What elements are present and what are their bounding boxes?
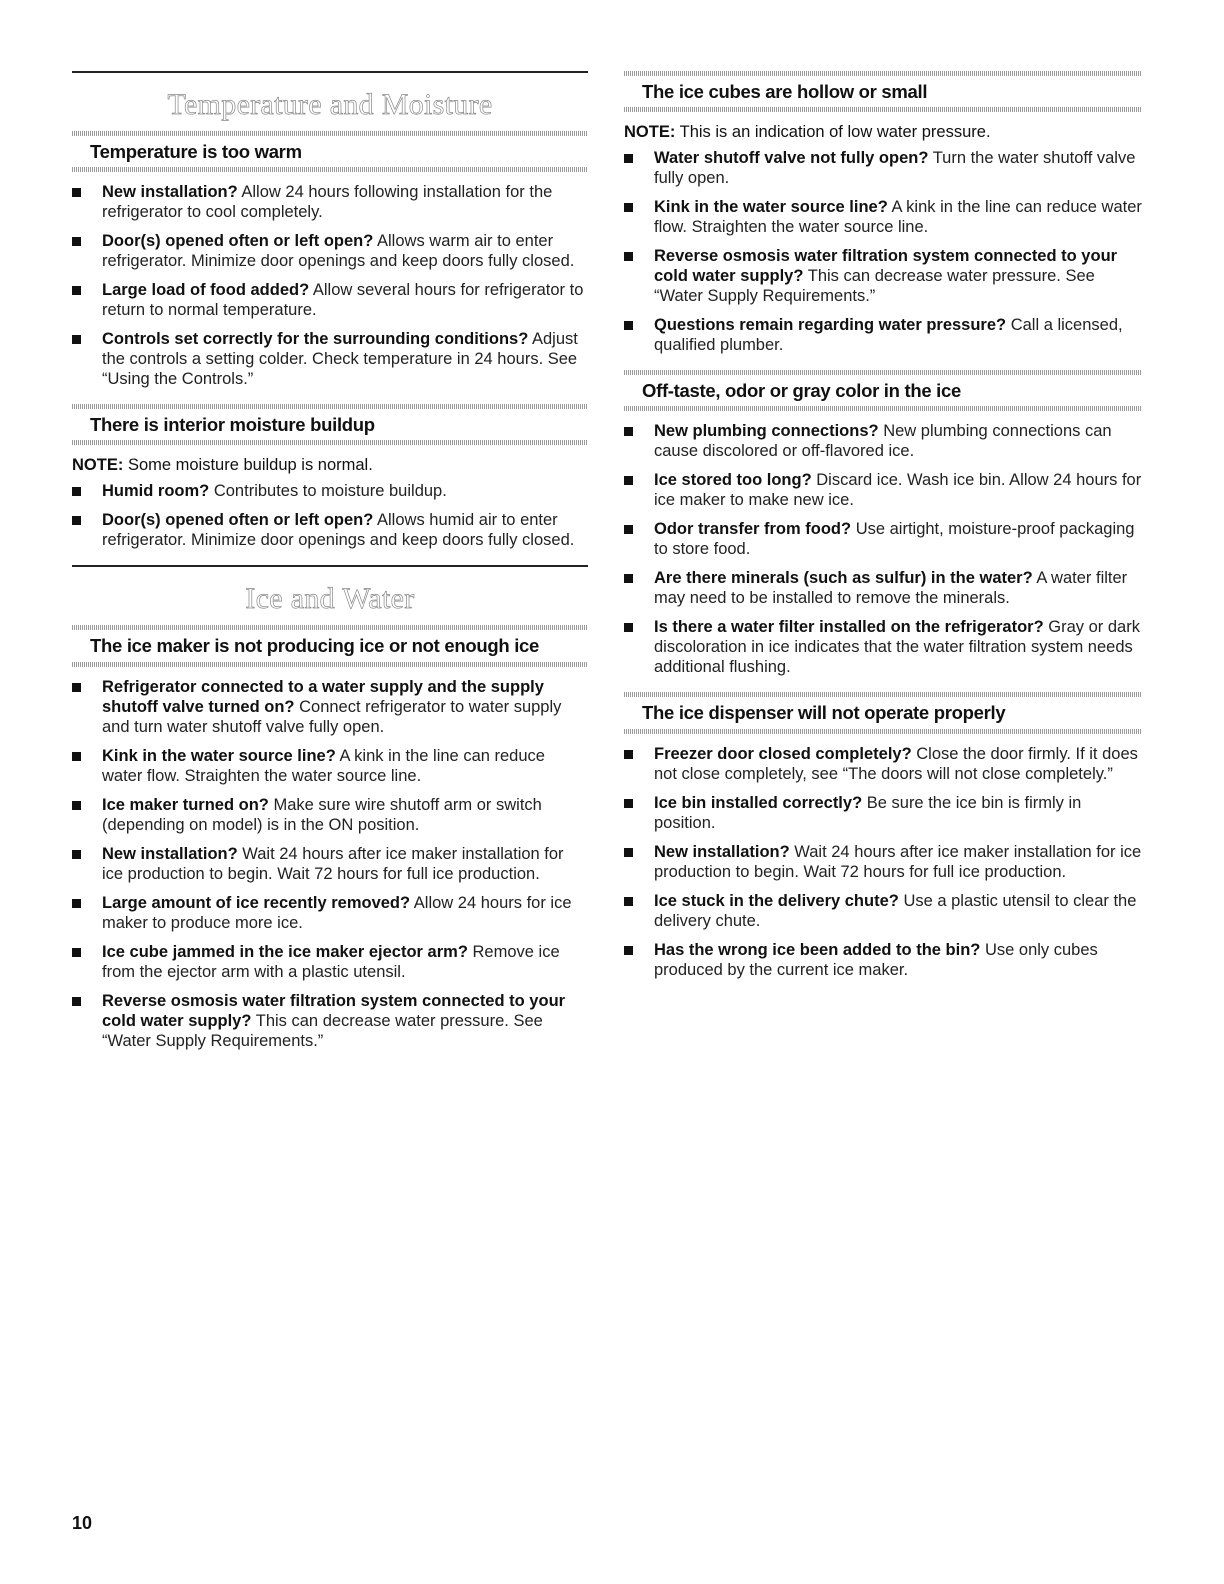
item-answer: Adjust the controls a setting colder. Check temperature in 24 hours. See “Using the Controls.”: [102, 330, 578, 389]
square-bullet-icon: [624, 252, 633, 261]
square-bullet-icon: [624, 203, 633, 212]
troubleshooting-topic: [72, 131, 588, 404]
troubleshooting-topic: [624, 71, 1142, 370]
item-question: Reverse osmosis water filtration system connected to your cold water supply?: [102, 991, 566, 1030]
list-item: [624, 940, 1142, 980]
square-bullet-icon: [72, 997, 81, 1006]
item-answer: Call a licensed, qualified plumber.: [654, 316, 1123, 355]
section-title: Ice and Water: [245, 582, 415, 616]
item-answer: A kink in the line can reduce water flow. Straighten the water source line.: [654, 198, 1142, 237]
item-question: Reverse osmosis water filtration system connected to your cold water supply?: [654, 247, 1118, 286]
troubleshooting-topic: [72, 625, 588, 1065]
right-column: [624, 71, 1142, 995]
item-question: Water shutoff valve not fully open?: [654, 149, 929, 168]
troubleshooting-topic: [72, 404, 588, 565]
bullet-list: [72, 677, 588, 1051]
list-item: [624, 421, 1142, 461]
topic-body: [72, 172, 588, 404]
item-question: Controls set correctly for the surrounding conditions?: [102, 330, 529, 349]
item-question: Questions remain regarding water pressure?: [654, 316, 1007, 335]
item-question: Has the wrong ice been added to the bin?: [654, 940, 981, 959]
list-item: [72, 280, 588, 320]
item-question: Kink in the water source line?: [102, 746, 336, 765]
section-title: Temperature and Moisture: [167, 88, 493, 121]
bullet-list: [624, 421, 1142, 677]
item-question: Door(s) opened often or left open?: [102, 511, 374, 530]
item-question: Refrigerator connected to a water supply and the supply shutoff valve turned on?: [102, 677, 544, 716]
item-question: New installation?: [102, 183, 238, 202]
item-question: Is there a water filter installed on the refrigerator?: [654, 618, 1044, 637]
item-answer: This can decrease water pressure. See “Water Supply Requirements.”: [102, 1011, 543, 1050]
square-bullet-icon: [72, 850, 81, 859]
item-answer: Use airtight, moisture-proof packaging to store food.: [654, 520, 1135, 559]
item-question: Ice cube jammed in the ice maker ejector arm?: [102, 942, 468, 961]
item-question: Large load of food added?: [102, 281, 310, 300]
item-answer: Allow 24 hours for ice maker to produce more ice.: [102, 893, 572, 932]
square-bullet-icon: [72, 899, 81, 908]
topic-body: [624, 112, 1142, 370]
topic-body: [624, 734, 1142, 995]
troubleshooting-topic: [624, 692, 1142, 994]
list-item: [72, 844, 588, 884]
topic-heading: The ice dispenser will not operate properly: [642, 702, 1006, 724]
page-number: 10: [72, 1513, 93, 1533]
topic-body: [624, 411, 1142, 692]
note-text: Some moisture buildup is normal.: [127, 456, 373, 475]
list-item: [72, 481, 588, 501]
topic-body: [72, 667, 588, 1066]
item-answer: Be sure the ice bin is firmly in position.: [654, 793, 1082, 832]
list-item: [624, 148, 1142, 188]
list-item: [72, 942, 588, 982]
square-bullet-icon: [624, 946, 633, 955]
item-question: Ice bin installed correctly?: [654, 793, 863, 812]
list-item: [72, 182, 588, 222]
note: [624, 122, 1142, 142]
square-bullet-icon: [624, 321, 633, 330]
note-text: This is an indication of low water pressure.: [679, 123, 991, 142]
item-answer: Allows warm air to enter refrigerator. Minimize door openings and keep doors fully closed.: [102, 232, 575, 271]
list-item: [624, 568, 1142, 608]
topic-heading: There is interior moisture buildup: [90, 414, 375, 436]
square-bullet-icon: [624, 574, 633, 583]
item-answer: Allow 24 hours following installation for the refrigerator to cool completely.: [102, 183, 553, 222]
square-bullet-icon: [624, 848, 633, 857]
square-bullet-icon: [624, 897, 633, 906]
item-answer: Wait 24 hours after ice maker installation for ice production to begin. Wait 72 hours for full ice production.: [654, 842, 1142, 881]
section: [72, 565, 588, 1065]
topic-heading: Temperature is too warm: [90, 141, 302, 162]
note: [72, 455, 588, 475]
square-bullet-icon: [624, 427, 633, 436]
item-answer: Gray or dark discoloration in ice indicates that the water filtration system needs additional flushing.: [654, 618, 1140, 677]
item-answer: Allow several hours for refrigerator to return to normal temperature.: [102, 281, 584, 320]
item-question: Door(s) opened often or left open?: [102, 232, 374, 251]
bullet-list: [624, 744, 1142, 980]
square-bullet-icon: [72, 752, 81, 761]
square-bullet-icon: [72, 237, 81, 246]
note-label: NOTE:: [72, 456, 124, 475]
bullet-list: [72, 481, 588, 550]
item-answer: A kink in the line can reduce water flow. Straighten the water source line.: [102, 746, 545, 785]
square-bullet-icon: [72, 487, 81, 496]
square-bullet-icon: [624, 799, 633, 808]
item-question: New installation?: [102, 844, 238, 863]
item-answer: Contributes to moisture buildup.: [213, 482, 447, 501]
list-item: [624, 793, 1142, 833]
list-item: [72, 510, 588, 550]
square-bullet-icon: [624, 154, 633, 163]
item-answer: Close the door firmly. If it does not close completely, see “The doors will not close completely.”: [654, 744, 1138, 783]
topic-heading: The ice maker is not producing ice or not enough ice: [90, 635, 540, 657]
list-item: [624, 197, 1142, 237]
list-item: [624, 315, 1142, 355]
bullet-list: [72, 182, 588, 389]
square-bullet-icon: [72, 683, 81, 692]
list-item: [72, 746, 588, 786]
bullet-list: [624, 148, 1142, 355]
item-question: New installation?: [654, 842, 790, 861]
item-answer: Turn the water shutoff valve fully open.: [654, 149, 1136, 188]
square-bullet-icon: [624, 476, 633, 485]
square-bullet-icon: [624, 525, 633, 534]
square-bullet-icon: [72, 948, 81, 957]
list-item: [72, 893, 588, 933]
topic-heading: Off-taste, odor or gray color in the ice: [642, 380, 961, 402]
item-answer: Make sure wire shutoff arm or switch (depending on model) is in the ON position.: [102, 795, 542, 834]
item-question: Kink in the water source line?: [654, 198, 888, 217]
item-question: Ice stored too long?: [654, 471, 812, 490]
list-item: [624, 617, 1142, 677]
item-answer: Remove ice from the ejector arm with a plastic utensil.: [102, 942, 560, 981]
item-question: Humid room?: [102, 482, 210, 501]
list-item: [624, 519, 1142, 559]
item-question: New plumbing connections?: [654, 422, 879, 441]
square-bullet-icon: [72, 286, 81, 295]
square-bullet-icon: [72, 801, 81, 810]
note-label: NOTE:: [624, 123, 676, 142]
list-item: [72, 329, 588, 389]
square-bullet-icon: [72, 516, 81, 525]
item-answer: New plumbing connections can cause discolored or off-flavored ice.: [654, 422, 1112, 461]
item-answer: Connect refrigerator to water supply and turn water shutoff valve fully open.: [102, 697, 562, 736]
list-item: [624, 842, 1142, 882]
square-bullet-icon: [624, 623, 633, 632]
list-item: [624, 891, 1142, 931]
section: [72, 71, 588, 565]
item-answer: Use only cubes produced by the current ice maker.: [654, 940, 1098, 979]
item-question: Ice maker turned on?: [102, 795, 269, 814]
list-item: [72, 231, 588, 271]
list-item: [72, 677, 588, 737]
item-answer: A water filter may need to be installed to remove the minerals.: [654, 569, 1128, 608]
list-item: [624, 744, 1142, 784]
list-item: [624, 246, 1142, 306]
topic-heading: The ice cubes are hollow or small: [642, 81, 928, 102]
item-question: Freezer door closed completely?: [654, 744, 912, 763]
item-answer: This can decrease water pressure. See “Water Supply Requirements.”: [654, 267, 1095, 306]
list-item: [72, 795, 588, 835]
square-bullet-icon: [72, 188, 81, 197]
item-question: Large amount of ice recently removed?: [102, 893, 411, 912]
left-column: [72, 71, 588, 1066]
square-bullet-icon: [624, 750, 633, 759]
list-item: [624, 470, 1142, 510]
list-item: [72, 991, 588, 1051]
item-answer: Wait 24 hours after ice maker installation for ice production to begin. Wait 72 hours for full ice production.: [102, 844, 564, 883]
square-bullet-icon: [72, 335, 81, 344]
item-question: Odor transfer from food?: [654, 520, 852, 539]
topic-body: [72, 445, 588, 565]
item-question: Are there minerals (such as sulfur) in the water?: [654, 569, 1033, 588]
item-answer: Use a plastic utensil to clear the delivery chute.: [654, 891, 1137, 930]
item-answer: Discard ice. Wash ice bin. Allow 24 hours for ice maker to make new ice.: [654, 471, 1142, 510]
item-answer: Allows humid air to enter refrigerator. Minimize door openings and keep doors fully closed.: [102, 511, 575, 550]
troubleshooting-topic: [624, 370, 1142, 692]
item-question: Ice stuck in the delivery chute?: [654, 891, 899, 910]
